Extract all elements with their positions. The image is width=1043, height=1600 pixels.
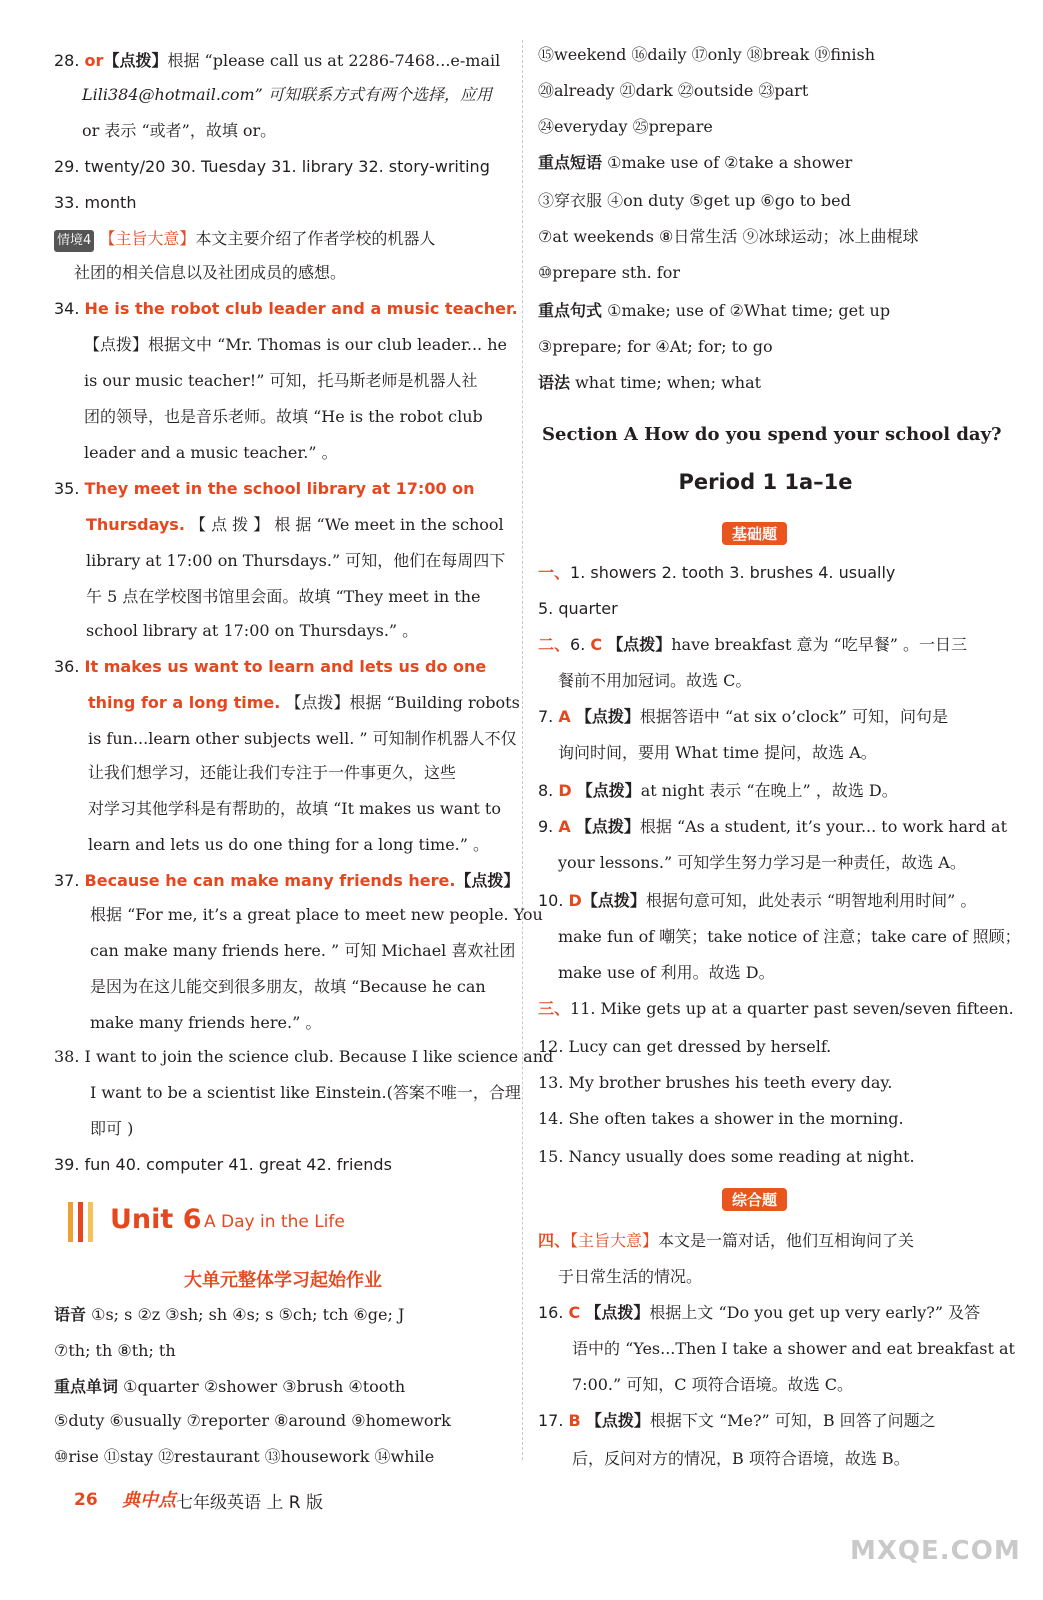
q37-line4: 是因为在这儿能交到很多朋友，故填 “Because he can [90, 977, 486, 996]
q14-line: 14. She often takes a shower in the morning. [538, 1109, 904, 1128]
q16-line3: 7:00.” 可知，C 项符合语境。故选 C。 [572, 1375, 853, 1394]
phrases-line3: ⑦at weekends ⑧日常生活 ⑨冰球运动；冰上曲棍球 [538, 227, 919, 246]
q36-line4: 让我们想学习，还能让我们专注于一件事更久，这些 [88, 763, 457, 782]
q35-line2: Thursdays. 【 点 拨 】 根 据 “We meet in the school [86, 515, 504, 534]
q15-line: 15. Nancy usually does some reading at night. [538, 1147, 915, 1166]
q10-line2: make fun of 嘲笑；take notice of 注意；take care of 照顾； [558, 927, 1021, 946]
q34-line4: 团的领导，也是音乐老师。故填 “He is the robot club [84, 407, 483, 426]
q34-line2: 【点拨】根据文中 “Mr. Thomas is our club leader... he [84, 335, 507, 354]
q36-line5: 对学习其他学科是有帮助的，故填 “It makes us want to [88, 799, 501, 818]
q16-line2: 语中的 “Yes...Then I take a shower and eat breakfast at [572, 1339, 1015, 1358]
s1-line1: 一、1. showers 2. tooth 3. brushes 4. usually [538, 563, 896, 582]
s4-line1: 四、【主旨大意】本文是一篇对话，他们互相询问了关 [538, 1231, 915, 1250]
q38-line2: I want to be a scientist like Einstein.(答案不唯一，合理 [90, 1083, 521, 1102]
q16-line1: 16. C 【点拨】根据上文 “Do you get up very early?” 及答 [538, 1303, 981, 1322]
words-line5: ⑳already ㉑dark ㉒outside ㉓part [538, 81, 809, 100]
q36-line2: thing for a long time. 【点拨】根据 “Building robots [88, 693, 520, 712]
q38-line3: 即可 ) [90, 1119, 134, 1138]
q37-line1: 37. Because he can make many friends here.【点拨】 [54, 871, 520, 890]
brand-logo: 典中点 [122, 1490, 176, 1511]
q8-line: 8. D 【点拨】at night 表示 “在晚上” ，故选 D。 [538, 781, 898, 800]
sentences-line1: 重点句式 ①make; use of ②What time; get up [538, 301, 891, 320]
q10-line3: make use of 利用。故选 D。 [558, 963, 775, 982]
yuyin-line1: 语音 ①s; s ②z ③sh; sh ④s; s ⑤ch; tch ⑥ge; J [54, 1305, 405, 1324]
unit-title: Unit 6 [110, 1204, 202, 1235]
answer-33: 33. month [54, 193, 137, 212]
words-line6: ㉔everyday ㉕prepare [538, 117, 713, 136]
unit-bar-2 [78, 1202, 83, 1242]
section-heading: Section A How do you spend your school day? [542, 424, 1002, 445]
q17-line2: 后，反问对方的情况，B 项符合语境，故选 B。 [572, 1449, 910, 1468]
phrases-line1: 重点短语 ①make use of ②take a shower [538, 153, 853, 172]
unit-bar-1 [68, 1202, 73, 1242]
q10-line1: 10. D【点拨】根据句意可知，此处表示 “明智地利用时间” 。 [538, 891, 977, 910]
q35-line1: 35. They meet in the school library at 17:00 on [54, 479, 475, 498]
q38-line1: 38. I want to join the science club. Because I like science and [54, 1047, 554, 1066]
q35-line4: 午 5 点在学校图书馆里会面。故填 “They meet in the [86, 587, 481, 606]
q36-line3: is fun...learn other subjects well. ” 可知制作机器人不仅 [88, 729, 517, 748]
q6-line1: 二、6. C 【点拨】have breakfast 意为 “吃早餐” 。一日三 [538, 635, 967, 654]
words-line1: 重点单词 ①quarter ②shower ③brush ④tooth [54, 1377, 406, 1396]
q9-line1: 9. A 【点拨】根据 “As a student, it’s your... to work hard at [538, 817, 1008, 836]
q9-line2: your lessons.” 可知学生努力学习是一种责任，故选 A。 [558, 853, 966, 872]
unit-subtitle: A Day in the Life [204, 1212, 345, 1232]
q37-line3: can make many friends here. ” 可知 Michael 喜欢社团 [90, 941, 516, 960]
period-heading: Period 1 1a–1e [678, 470, 853, 494]
q7-line2: 询问时间，要用 What time 提问，故选 A。 [558, 743, 877, 762]
words-line2: ⑤duty ⑥usually ⑦reporter ⑧around ⑨homework [54, 1411, 451, 1430]
q11-line: 三、11. Mike gets up at a quarter past seven/seven fifteen. [538, 999, 1014, 1018]
watermark: MXQE.COM [850, 1536, 1021, 1566]
q36-line6: learn and lets us do one thing for a long time.” 。 [88, 835, 490, 854]
q28-line3: or 表示 “或者”，故填 or。 [82, 121, 277, 140]
q34-line3: is our music teacher!” 可知，托马斯老师是机器人社 [84, 371, 478, 390]
q28-line1: 28. or【点拨】根据 “please call us at 2286-7468...e-mail [54, 51, 501, 70]
page-number: 26 [74, 1490, 98, 1510]
column-divider [522, 40, 523, 1460]
context4-line1: 情境4 【主旨大意】本文主要介绍了作者学校的机器人 [54, 228, 435, 252]
sentences-line2: ③prepare; for ④At; for; to go [538, 337, 773, 356]
phrases-line2: ③穿衣服 ④on duty ⑤get up ⑥go to bed [538, 191, 851, 210]
grammar-line: 语法 what time; when; what [538, 373, 762, 392]
context-tag: 情境4 [54, 230, 94, 252]
yuyin-line2: ⑦th; th ⑧th; th [54, 1341, 176, 1360]
q37-line5: make many friends here.” 。 [90, 1013, 322, 1032]
unit-bar-3 [88, 1202, 93, 1242]
answers-29-32: 29. twenty/20 30. Tuesday 31. library 32. story-writing [54, 157, 490, 176]
context4-line2: 社团的相关信息以及社团成员的感想。 [74, 263, 347, 282]
q12-line: 12. Lucy can get dressed by herself. [538, 1037, 832, 1056]
words-line3: ⑩rise ⑪stay ⑫restaurant ⑬housework ⑭while [54, 1447, 435, 1466]
q34-line5: leader and a music teacher.” 。 [84, 443, 338, 462]
q13-line: 13. My brother brushes his teeth every day. [538, 1073, 893, 1092]
q37-line2: 根据 “For me, it’s a great place to meet new people. You [90, 905, 543, 924]
q36-line1: 36. It makes us want to learn and lets us do one [54, 657, 487, 676]
q28-line2: Lili384@hotmail.com” 可知联系方式有两个选择，应用 [82, 85, 492, 104]
answers-39-42: 39. fun 40. computer 41. great 42. friends [54, 1155, 392, 1174]
big-unit-heading: 大单元整体学习起始作业 [184, 1270, 382, 1291]
phrases-line4: ⑩prepare sth. for [538, 263, 681, 282]
q35-line3: library at 17:00 on Thursdays.” 可知，他们在每周四下 [86, 551, 506, 570]
basic-badge: 基础题 [722, 522, 787, 545]
s4-line2: 于日常生活的情况。 [558, 1267, 703, 1286]
s1-line2: 5. quarter [538, 599, 618, 618]
q7-line1: 7. A 【点拨】根据答语中 “at six o’clock” 可知，问句是 [538, 707, 948, 726]
q6-line2: 餐前不用加冠词。故选 C。 [558, 671, 752, 690]
q17-line1: 17. B 【点拨】根据下文 “Me?” 可知，B 回答了问题之 [538, 1411, 936, 1430]
q34-line1: 34. He is the robot club leader and a music teacher. [54, 299, 518, 318]
words-line4: ⑮weekend ⑯daily ⑰only ⑱break ⑲finish [538, 45, 876, 64]
comprehensive-badge: 综合题 [722, 1188, 787, 1211]
book-title: 七年级英语 上 R 版 [176, 1493, 324, 1513]
q35-line5: school library at 17:00 on Thursdays.” 。 [86, 621, 419, 640]
